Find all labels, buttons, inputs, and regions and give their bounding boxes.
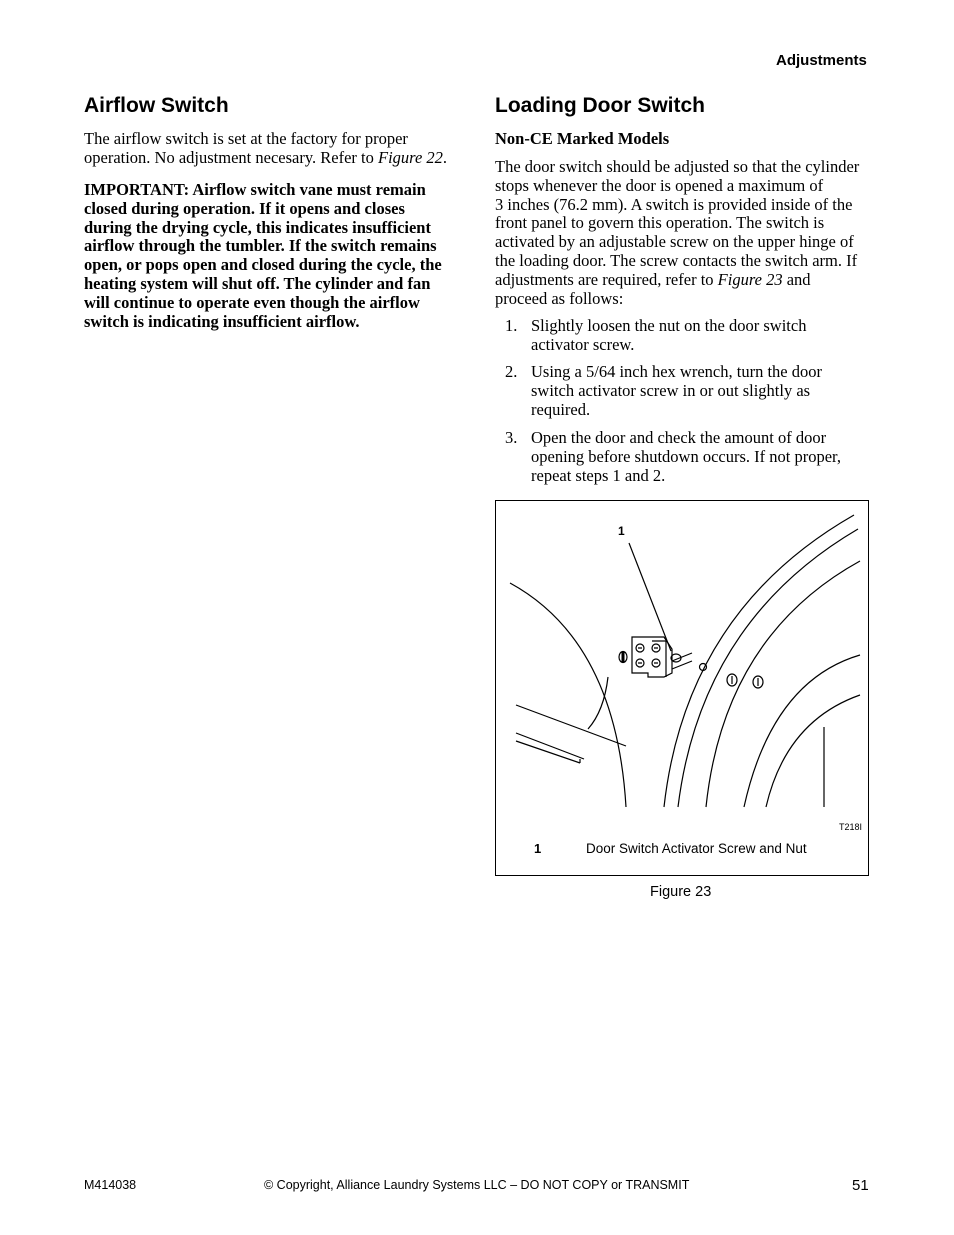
- step-2: [505, 363, 865, 421]
- airflow-intro-period: .: [442, 147, 448, 167]
- figure-caption: Figure 23: [650, 884, 712, 900]
- figure-code: T218I: [839, 822, 863, 832]
- airflow-important-note: [84, 181, 464, 331]
- left-fastener: [619, 652, 627, 663]
- door-hinge-illustration: [496, 501, 869, 876]
- important-line: airflow through the tumbler. If the switch remains: [84, 236, 437, 256]
- step-number: 1.: [505, 316, 518, 335]
- panel-line: [516, 733, 584, 759]
- step-1: [505, 317, 865, 357]
- paragraph-line: The door switch should be adjusted so that the cylinder: [495, 157, 860, 176]
- non-ce-subheading: Non-CE Marked Models: [495, 129, 670, 148]
- paragraph-line: proceed as follows:: [495, 288, 624, 308]
- loading-door-switch-heading: Loading Door Switch: [495, 94, 705, 117]
- legend-text: Door Switch Activator Screw and Nut: [586, 841, 807, 856]
- important-line: open, or pops open and closed during the cycle, the: [84, 255, 442, 275]
- paragraph-line: 3 inches (76.2 mm). A switch is provided inside of the: [495, 194, 853, 214]
- important-line: will continue to operate even though the airflow: [84, 292, 420, 312]
- step-line: switch activator screw in or out slightly as: [531, 380, 811, 400]
- airflow-switch-heading: Airflow Switch: [84, 94, 229, 117]
- airflow-intro-paragraph: [84, 130, 464, 168]
- paragraph-line: activated by an adjustable screw on the upper hinge of: [495, 232, 854, 252]
- paragraph-line: the loading door. The screw contacts the switch arm. If: [495, 250, 858, 270]
- step-3: [505, 429, 865, 487]
- step-line: activator screw.: [531, 334, 635, 354]
- paragraph-line: [495, 271, 875, 290]
- door-arc: [678, 529, 858, 807]
- step-number: 2.: [505, 362, 518, 381]
- section-header: Adjustments: [776, 52, 867, 69]
- important-line: IMPORTANT: Airflow switch vane must remain: [84, 180, 426, 199]
- step-text: [531, 363, 865, 419]
- important-line: closed during operation. If it opens and closes: [84, 198, 405, 218]
- figure-23-box: [495, 500, 869, 876]
- loading-door-paragraph: [495, 158, 875, 308]
- door-arc: [706, 561, 860, 807]
- step-line: required.: [531, 399, 591, 419]
- step-text: [531, 429, 865, 485]
- airflow-intro-text: operation. No adjustment necesary. Refer to: [84, 147, 378, 167]
- cabinet-inner-arc: [588, 677, 608, 729]
- step-line: Using a 5/64 inch hex wrench, turn the door: [531, 362, 822, 381]
- paragraph-text: and: [782, 269, 811, 289]
- door-outer-arc: [664, 515, 854, 807]
- door-arc: [766, 695, 860, 807]
- airflow-intro-line-1: The airflow switch is set at the factory for proper: [84, 129, 408, 148]
- copyright-notice: © Copyright, Alliance Laundry Systems LLC – DO NOT COPY or TRANSMIT: [264, 1178, 690, 1192]
- paragraph-line: stops whenever the door is opened a maximum of: [495, 175, 824, 195]
- important-line: during the drying cycle, this indicates insufficient: [84, 217, 431, 237]
- panel-line: [516, 741, 580, 763]
- paragraph-line: front panel to govern this operation. The switch is: [495, 213, 825, 233]
- paragraph-text: adjustments are required, refer to: [495, 269, 718, 289]
- figure-23-reference[interactable]: Figure 23: [717, 269, 783, 289]
- step-line: opening before shutdown occurs. If not proper,: [531, 446, 842, 466]
- airflow-intro-line-2: [84, 149, 464, 168]
- important-line: heating system will shut off. The cylinder and fan: [84, 273, 431, 293]
- step-line: Slightly loosen the nut on the door switch: [531, 316, 807, 335]
- important-line: switch is indicating insufficient airflow.: [84, 311, 360, 331]
- step-number: 3.: [505, 428, 518, 447]
- cabinet-opening-arc: [510, 583, 626, 807]
- callout-number: 1: [618, 524, 625, 538]
- callout-leader: [629, 543, 671, 651]
- figure-22-reference[interactable]: Figure 22: [378, 147, 443, 167]
- step-text: [531, 317, 865, 355]
- step-line: Open the door and check the amount of door: [531, 428, 827, 447]
- page-number: 51: [852, 1177, 869, 1194]
- legend-number: 1: [534, 841, 542, 856]
- step-line: repeat steps 1 and 2.: [531, 465, 666, 485]
- document-number: M414038: [84, 1178, 137, 1192]
